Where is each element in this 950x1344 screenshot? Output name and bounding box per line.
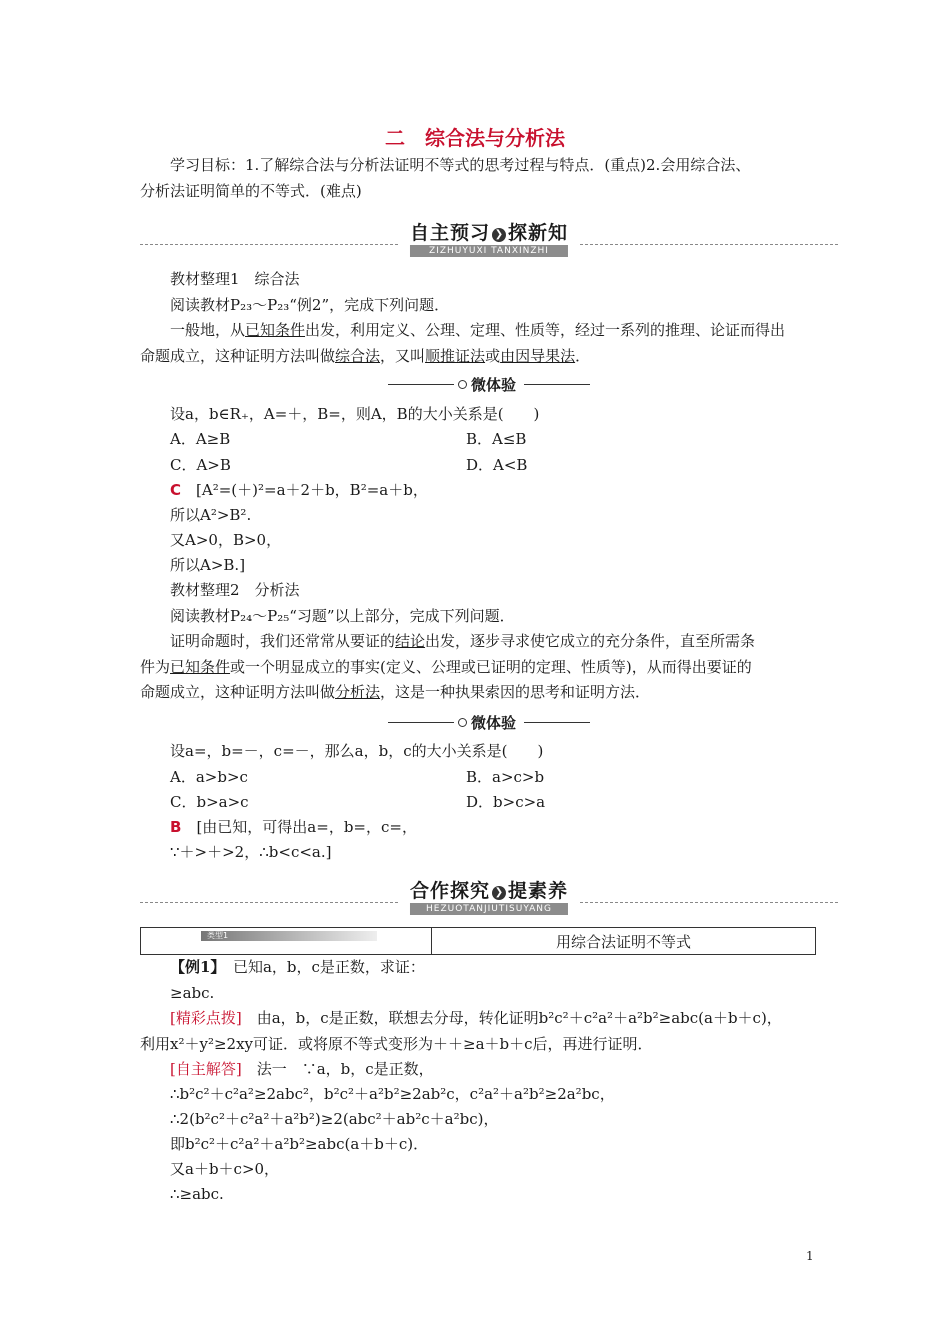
example1-stem: 【例1】 已知a，b，c是正数，求证：: [170, 958, 425, 976]
banner-preview-left: 自主预习: [409, 222, 490, 244]
q1-solution-4: 所以A>B.]: [170, 556, 246, 574]
type-box: [140, 927, 816, 955]
example1-hint2: 利用x²＋y²≥2xy可证．或将原不等式变形为＋＋≥a＋b＋c后，再进行证明．: [140, 1035, 653, 1053]
q1-option-a: A．A≥B: [170, 430, 231, 448]
goals-line2: 分析法证明简单的不等式．(难点): [140, 182, 362, 200]
sec1-heading: 教材整理1 综合法: [170, 270, 300, 288]
q2-option-a: A．a>b>c: [170, 768, 248, 786]
example1-hint1: [精彩点拨] 由a，b，c是正数，联想去分母，转化证明b²c²＋c²a²＋a²b²≥abc(a＋b＋c)，: [170, 1009, 782, 1027]
q1-solution-3: 又A>0，B>0，: [170, 531, 282, 549]
q1-solution-2: 所以A²>B².: [170, 506, 252, 524]
banner-explore: [140, 876, 838, 916]
sec1-read: 阅读教材P₂₃～P₂₃“例2”，完成下列问题．: [170, 296, 450, 314]
page-number: 1: [806, 1249, 814, 1263]
sec1-p1: 一般地，从已知条件出发，利用定义、公理、定理、性质等，经过一系列的推理、论证而得出: [170, 321, 786, 339]
q2-stem: 设a=，b=－，c=－，那么a，b，c的大小关系是( ): [170, 742, 544, 760]
q2-solution-2: ∵＋>＋>2，∴b<c<a.]: [170, 843, 332, 861]
example1-sol1: [自主解答] 法一 ∵a，b，c是正数，: [170, 1060, 434, 1078]
q2-solution-1: B [由已知，可得出a=，b=，c=，: [170, 818, 417, 836]
arrow-icon: ❯: [492, 886, 506, 900]
mini-title-1: 微体验: [140, 374, 838, 394]
banner-explore-right: 提素养: [508, 880, 569, 902]
banner-preview-right: 探新知: [508, 222, 569, 244]
goals-line1: 学习目标：1.了解综合法与分析法证明不等式的思考过程与特点．(重点)2.会用综合法、: [170, 156, 751, 174]
banner-preview: [140, 218, 838, 258]
arrow-icon: ❯: [492, 228, 506, 242]
banner-explore-left: 合作探究: [409, 880, 490, 902]
banner-preview-sub: ZIZHUYUXI TANXINZHI: [410, 245, 568, 257]
page-title: 二 综合法与分析法: [385, 126, 565, 150]
q1-stem: 设a，b∈R₊，A=＋，B=，则A，B的大小关系是( ): [170, 405, 540, 423]
q2-answer: B: [170, 818, 182, 836]
example1-stem2: ≥abc.: [170, 984, 215, 1002]
example1-sol3: ∴2(b²c²＋c²a²＋a²b²)≥2(abc²＋ab²c＋a²bc)，: [170, 1110, 499, 1128]
sec2-p1: 证明命题时，我们还常常从要证的结论出发，逐步寻求使它成立的充分条件，直至所需条: [170, 632, 756, 650]
example1-sol5: 又a＋b＋c>0，: [170, 1160, 280, 1178]
q1-solution-1: C [A²=(＋)²=a＋2＋b，B²=a＋b，: [170, 481, 428, 499]
type-tag: 类型1: [201, 931, 377, 941]
q1-option-b: B．A≤B: [466, 430, 527, 448]
sec2-read: 阅读教材P₂₄～P₂₅“习题”以上部分，完成下列问题．: [170, 607, 515, 625]
banner-explore-sub: HEZUOTANJIUTISUYANG: [410, 903, 568, 915]
q2-option-c: C．b>a>c: [170, 793, 249, 811]
q1-answer: C: [170, 481, 182, 499]
mini-title-2: 微体验: [140, 712, 838, 732]
sec1-p2: 命题成立，这种证明方法叫做综合法，又叫顺推证法或由因导果法．: [140, 347, 591, 365]
q1-option-d: D．A<B: [466, 456, 528, 474]
sec2-heading: 教材整理2 分析法: [170, 581, 300, 599]
type-label: 用综合法证明不等式: [555, 933, 691, 951]
example1-sol2: ∴b²c²＋c²a²≥2abc²，b²c²＋a²b²≥2ab²c，c²a²＋a²b²≥2a²bc，: [170, 1085, 615, 1103]
example1-sol4: 即b²c²＋c²a²＋a²b²≥abc(a＋b＋c)．: [170, 1135, 429, 1153]
sec2-p3: 命题成立，这种证明方法叫做分析法，这是一种执果索因的思考和证明方法．: [140, 683, 651, 701]
sec2-p2: 件为已知条件或一个明显成立的事实(定义、公理或已证明的定理、性质等)，从而得出要证的: [140, 658, 752, 676]
q1-option-c: C．A>B: [170, 456, 231, 474]
q2-option-b: B．a>c>b: [466, 768, 545, 786]
q2-option-d: D．b>c>a: [466, 793, 546, 811]
example1-sol6: ∴≥abc.: [170, 1185, 224, 1203]
